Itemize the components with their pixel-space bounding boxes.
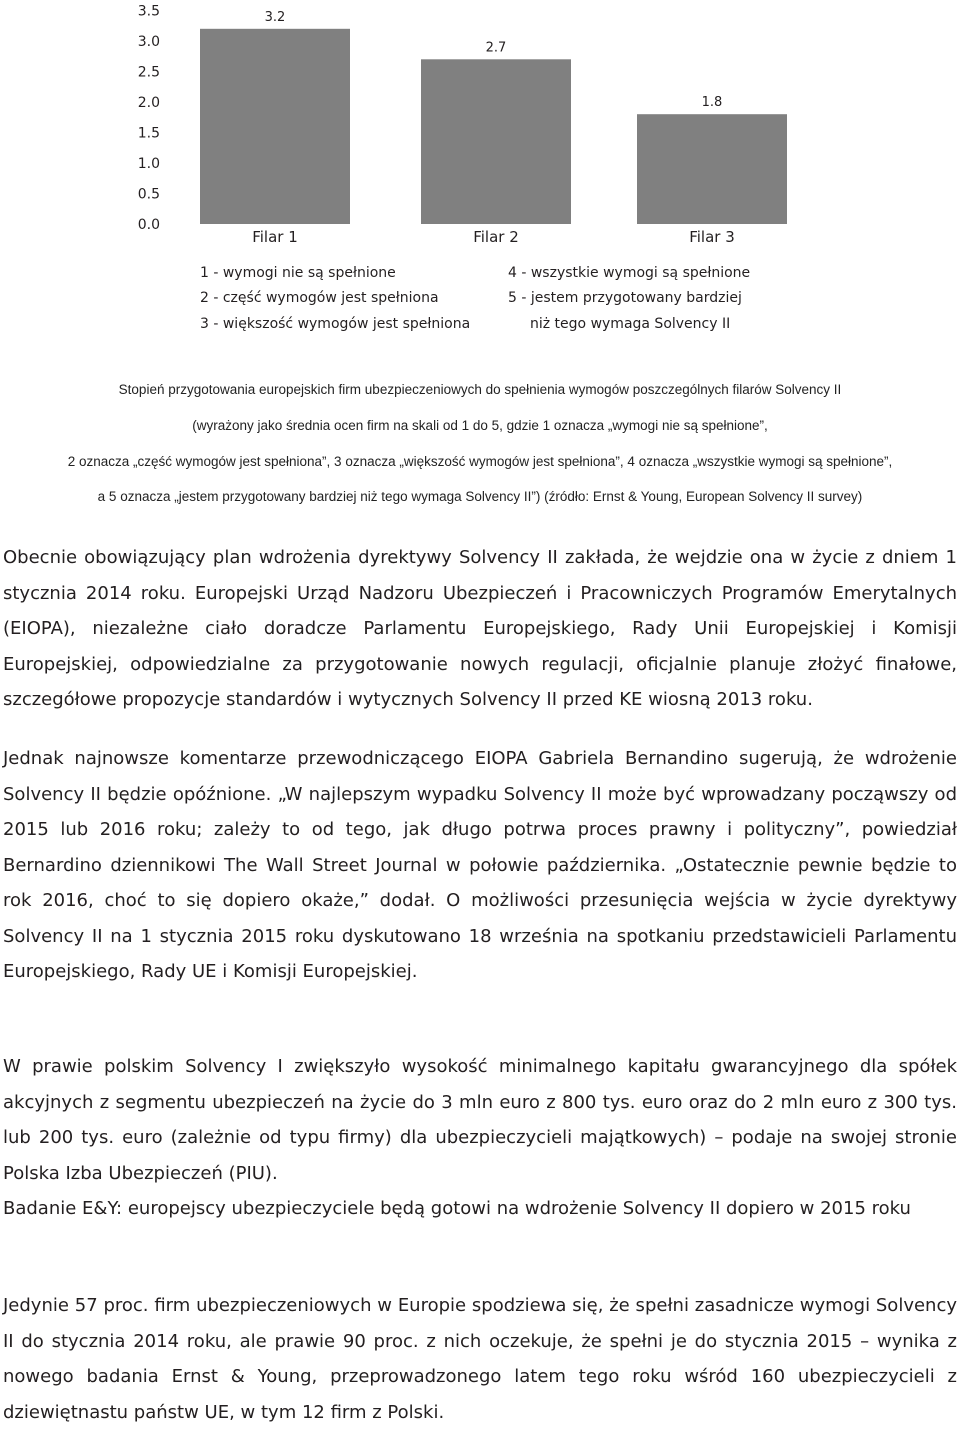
y-tick-label: 2.0	[137, 95, 160, 111]
paragraph-1: Obecnie obowiązujący plan wdrożenia dyrektywy Solvency II zakłada, że wejdzie ona w życie z dniem 1 stycznia 2014 roku. Europejski Urząd Nadzoru Ubezpieczeń i Pracowniczych Programów Emerytalnych (EIOPA), niezależne ciało doradcze Parlamentu Europejskiego, Rady Unii Europejskiej i Komisji Europejskiej, odpowiedzialne za przygotowanie nowych regulacji, oficjalnie planuje złożyć finałowe, szczegółowe propozycje standardów i wytycznych Solvency II przed KE wiosną 2013 roku.	[3, 547, 957, 710]
y-tick-label: 3.5	[137, 3, 160, 20]
legend-entry: 5 - jestem przygotowany bardziej	[508, 290, 742, 306]
x-tick-label: Filar 3	[689, 228, 735, 246]
chart-caption-line-2: (wyrażony jako średnia ocen firm na skali od 1 do 5, gdzie 1 oznacza „wymogi nie są spełnione”,	[192, 418, 768, 433]
bar-value-label: 1.8	[701, 95, 723, 111]
x-tick-label: Filar 2	[473, 228, 519, 246]
legend-entry: 2 - część wymogów jest spełniona	[200, 290, 439, 306]
bar-value-label: 3.2	[264, 9, 286, 25]
x-axis-tick-labels	[252, 228, 735, 246]
y-tick-label: 1.0	[137, 156, 160, 172]
y-tick-label: 1.5	[137, 125, 160, 142]
chart-caption-line-1: Stopień przygotowania europejskich firm ubezpieczeniowych do spełnienia wymogów poszczególnych filarów Solvency II	[118, 382, 842, 397]
bar-chart	[0, 0, 960, 340]
chart-caption-line-3: 2 oznacza „część wymogów jest spełniona”, 3 oznacza „większość wymogów jest spełniona”, 4 oznacza „wszystkie wymogi są spełnione”,	[67, 454, 893, 469]
chart-legend	[200, 265, 750, 332]
legend-entry: 4 - wszystkie wymogi są spełnione	[508, 265, 751, 281]
paragraph-4: Jedynie 57 proc. firm ubezpieczeniowych w Europie spodziewa się, że spełni zasadnicze wymogi Solvency II do stycznia 2014 roku, ale prawie 90 proc. z nich oczekuje, że spełni je do stycznia 2015 – wynika z nowego badania Ernst & Young, przeprowadzonego latem tego roku wśród 160 ubezpieczycieli z dziewiętnastu państw UE, w tym 12 firm z Polski.	[3, 1295, 957, 1423]
paragraph-3: W prawie polskim Solvency I zwiększyło wysokość minimalnego kapitału gwarancyjnego dla spółek akcyjnych z segmentu ubezpieczeń na życie do 3 mln euro z 800 tys. euro oraz do 2 mln euro z 300 tys. lub 200 tys. euro (zależnie od typu firmy) dla ubezpieczycieli majątkowych) – podaje na swojej stronie Polska Izba Ubezpieczeń (PIU).	[3, 1056, 957, 1184]
legend-entry: 1 - wymogi nie są spełnione	[200, 265, 396, 281]
bars	[200, 29, 787, 224]
x-tick-label: Filar 1	[252, 228, 298, 246]
legend-entry: 3 - większość wymogów jest spełniona	[200, 316, 471, 332]
bar-3	[637, 114, 787, 224]
section-heading: Badanie E&Y: europejscy ubezpieczyciele będą gotowi na wdrożenie Solvency II dopiero w 2015 roku	[3, 1198, 911, 1219]
paragraph-2: Jednak najnowsze komentarze przewodniczącego EIOPA Gabriela Bernandino sugerują, że wdrożenie Solvency II będzie opóźnione. „W najlepszym wypadku Solvency II może być wprowadzany począwszy od 2015 lub 2016 roku; zależy to od tego, jak długo potrwa proces prawny i polityczny”, powiedział Bernardino dziennikowi The Wall Street Journal w połowie października. „Ostatecznie pewnie będzie to rok 2016, choć to się dopiero okaże,” dodał. O możliwości przesunięcia wejścia w życie dyrektywy Solvency II na 1 stycznia 2015 roku dyskutowano 18 września na spotkaniu przedstawicieli Parlamentu Europejskiego, Rady UE i Komisji Europejskiej.	[3, 748, 957, 982]
y-tick-label: 3.0	[137, 34, 160, 50]
bar-1	[200, 29, 350, 224]
y-tick-label: 2.5	[137, 64, 160, 81]
bar-2	[421, 59, 571, 224]
y-tick-label: 0.5	[137, 186, 160, 203]
bar-value-label: 2.7	[485, 40, 507, 56]
y-axis-tick-labels	[138, 4, 160, 234]
y-tick-label: 0.0	[137, 217, 160, 233]
chart-caption-line-4: a 5 oznacza „jestem przygotowany bardziej niż tego wymaga Solvency II”) (źródło: Ernst & Young, European Solvency II survey)	[97, 489, 863, 504]
legend-entry: niż tego wymaga Solvency II	[530, 316, 731, 332]
